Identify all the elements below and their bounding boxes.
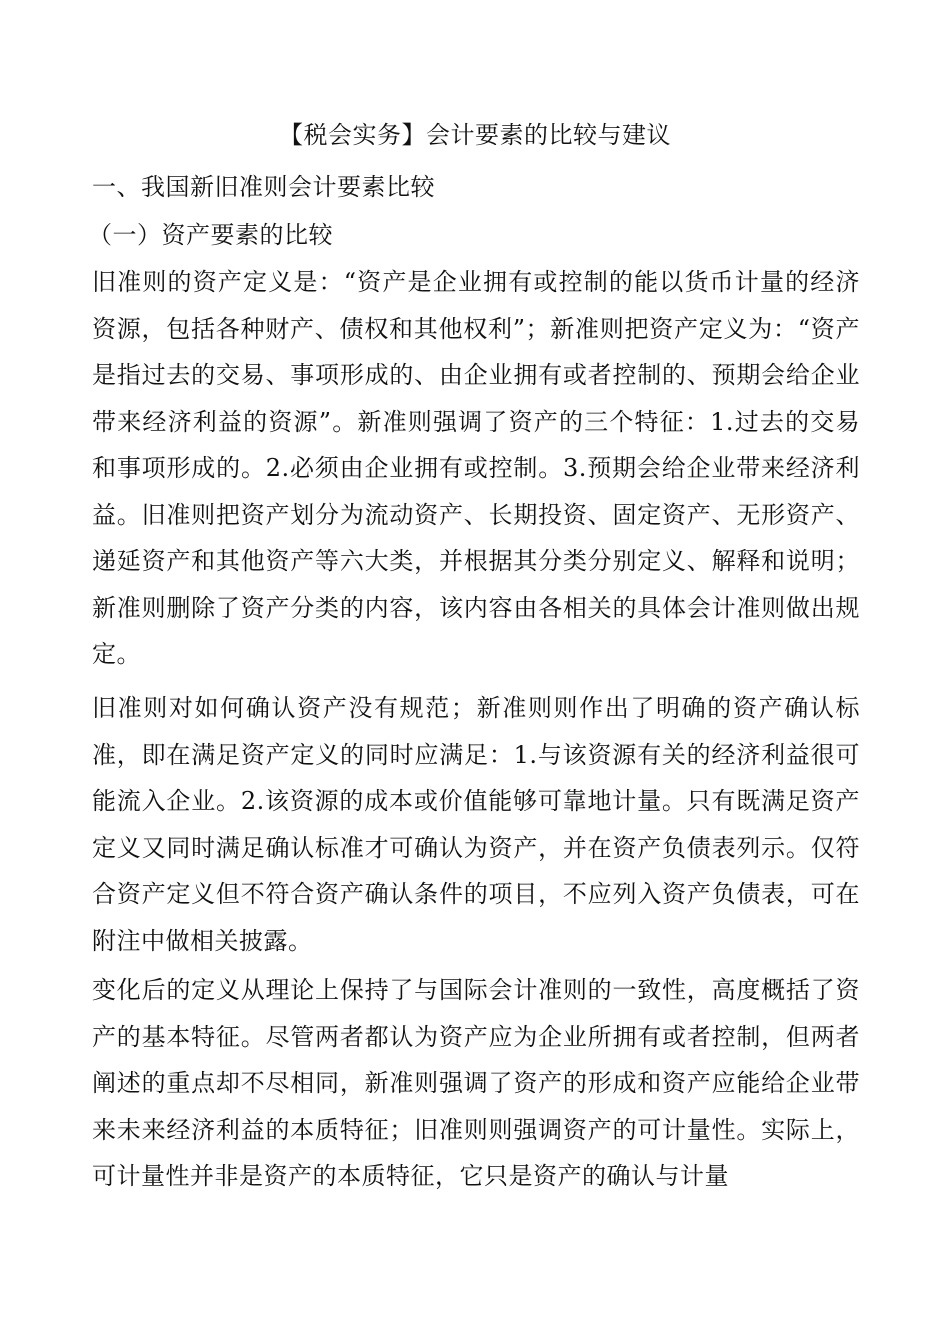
body-paragraph-2: 旧准则对如何确认资产没有规范；新准则则作出了明确的资产确认标准，即在满足资产定义的同时应满足：1.与该资源有关的经济利益很可能流入企业。2.该资源的成本或价值能够可靠地计量。只有既满足资产定义又同时满足确认标准才可确认为资产，并在资产负债表列示。仅符合资产定义但不符合资产确认条件的项目，不应列入资产负债表，可在附注中做相关披露。 bbox=[92, 694, 860, 955]
subsection-heading: （一）资产要素的比较 bbox=[88, 221, 333, 249]
document-title: 【税会实务】会计要素的比较与建议 bbox=[279, 121, 671, 149]
body-paragraph-3: 变化后的定义从理论上保持了与国际会计准则的一致性，高度概括了资产的基本特征。尽管两者都认为资产应为企业所拥有或者控制，但两者阐述的重点却不尽相同，新准则强调了资产的形成和资产应能给企业带来未来经济利益的本质特征；旧准则则强调资产的可计量性。实际上，可计量性并非是资产的本质特征，它只是资产的确认与计量 bbox=[92, 976, 860, 1190]
section-heading: 一、我国新旧准则会计要素比较 bbox=[92, 173, 435, 201]
body-paragraph-1: 旧准则的资产定义是：“资产是企业拥有或控制的能以货币计量的经济资源，包括各种财产、债权和其他权利”；新准则把资产定义为：“资产是指过去的交易、事项形成的、由企业拥有或者控制的、预期会给企业带来经济利益的资源”。新准则强调了资产的三个特征：1.过去的交易和事项形成的。2.必须由企业拥有或控制。3.预期会给企业带来经济利益。旧准则把资产划分为流动资产、长期投资、固定资产、无形资产、递延资产和其他资产等六大类，并根据其分类分别定义、解释和说明；新准则删除了资产分类的内容，该内容由各相关的具体会计准则做出规定。 bbox=[92, 268, 860, 668]
